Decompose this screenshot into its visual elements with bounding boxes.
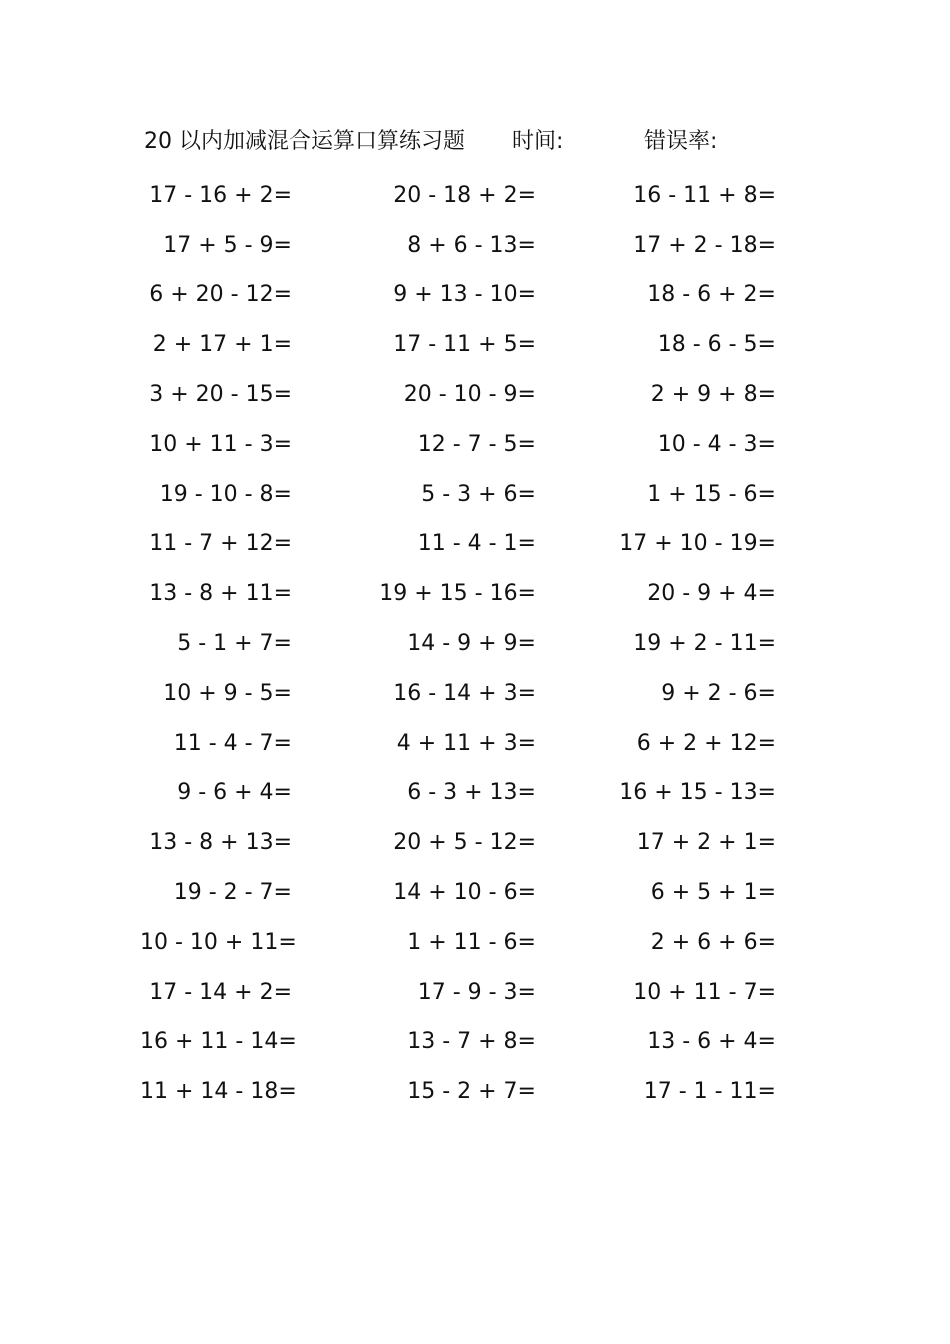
problem-row (140, 968, 790, 1018)
math-problem: 11 + 14 - 18= (140, 1079, 297, 1105)
math-problem: 19 + 2 - 11= (633, 631, 776, 657)
problem-row (140, 221, 790, 271)
math-problem: 2 + 9 + 8= (650, 382, 776, 408)
math-problem: 19 + 15 - 16= (379, 581, 536, 607)
math-problem: 17 + 2 + 1= (636, 830, 776, 856)
math-problem: 17 - 14 + 2= (149, 979, 292, 1005)
math-problem: 5 - 3 + 6= (421, 481, 536, 507)
math-problem: 17 - 11 + 5= (393, 332, 536, 358)
problem-row (140, 420, 790, 470)
math-problem: 17 + 2 - 18= (633, 232, 776, 258)
math-problem: 17 - 16 + 2= (149, 182, 292, 208)
math-problem: 17 - 9 - 3= (417, 979, 536, 1005)
math-problem: 4 + 11 + 3= (396, 730, 536, 756)
time-label: 时间: (512, 129, 564, 154)
math-problem: 10 + 11 - 3= (149, 431, 292, 457)
math-problem: 2 + 6 + 6= (650, 929, 776, 955)
problem-grid (140, 171, 790, 1117)
problem-row (140, 769, 790, 819)
math-problem: 16 + 15 - 13= (619, 780, 776, 806)
math-problem: 13 - 7 + 8= (407, 1029, 536, 1055)
math-problem: 3 + 20 - 15= (149, 382, 292, 408)
math-problem: 16 - 14 + 3= (393, 680, 536, 706)
math-problem: 11 - 7 + 12= (149, 531, 292, 557)
problem-row (140, 370, 790, 420)
math-problem: 15 - 2 + 7= (407, 1079, 536, 1105)
math-problem: 5 - 1 + 7= (177, 631, 292, 657)
math-problem: 18 - 6 + 2= (647, 282, 776, 308)
math-problem: 20 - 9 + 4= (647, 581, 776, 607)
math-problem: 20 + 5 - 12= (393, 830, 536, 856)
math-problem: 11 - 4 - 7= (173, 730, 292, 756)
problem-row (140, 619, 790, 669)
math-problem: 6 + 20 - 12= (149, 282, 292, 308)
math-problem: 20 - 18 + 2= (393, 182, 536, 208)
math-problem: 10 + 11 - 7= (633, 979, 776, 1005)
math-problem: 16 + 11 - 14= (140, 1029, 297, 1055)
problem-row (140, 918, 790, 968)
worksheet-title: 20 以内加减混合运算口算练习题 (144, 129, 465, 154)
math-problem: 6 - 3 + 13= (407, 780, 536, 806)
math-problem: 17 - 1 - 11= (643, 1079, 776, 1105)
math-problem: 1 + 11 - 6= (407, 929, 536, 955)
math-problem: 14 - 9 + 9= (407, 631, 536, 657)
math-problem: 11 - 4 - 1= (417, 531, 536, 557)
problem-row (140, 470, 790, 520)
problem-row (140, 868, 790, 918)
math-problem: 13 - 8 + 11= (149, 581, 292, 607)
math-problem: 9 + 13 - 10= (393, 282, 536, 308)
math-problem: 6 + 5 + 1= (650, 880, 776, 906)
problem-row (140, 719, 790, 769)
math-problem: 1 + 15 - 6= (647, 481, 776, 507)
math-problem: 17 + 5 - 9= (163, 232, 292, 258)
worksheet-header (144, 125, 784, 159)
math-problem: 13 - 8 + 13= (149, 830, 292, 856)
math-problem: 10 - 10 + 11= (140, 929, 297, 955)
problem-row (140, 271, 790, 321)
math-problem: 20 - 10 - 9= (403, 382, 536, 408)
math-problem: 17 + 10 - 19= (619, 531, 776, 557)
math-problem: 13 - 6 + 4= (647, 1029, 776, 1055)
math-problem: 10 + 9 - 5= (163, 680, 292, 706)
math-problem: 19 - 10 - 8= (159, 481, 292, 507)
problem-row (140, 520, 790, 570)
math-problem: 16 - 11 + 8= (633, 182, 776, 208)
math-problem: 19 - 2 - 7= (173, 880, 292, 906)
problem-row (140, 818, 790, 868)
math-problem: 2 + 17 + 1= (152, 332, 292, 358)
problem-row (140, 1067, 790, 1117)
math-problem: 9 - 6 + 4= (177, 780, 292, 806)
math-problem: 8 + 6 - 13= (407, 232, 536, 258)
math-problem: 6 + 2 + 12= (636, 730, 776, 756)
problem-row (140, 320, 790, 370)
math-problem: 9 + 2 - 6= (661, 680, 776, 706)
problem-row (140, 171, 790, 221)
problem-row (140, 569, 790, 619)
math-problem: 18 - 6 - 5= (657, 332, 776, 358)
math-problem: 10 - 4 - 3= (657, 431, 776, 457)
problem-row (140, 1018, 790, 1068)
math-problem: 14 + 10 - 6= (393, 880, 536, 906)
problem-row (140, 669, 790, 719)
math-problem: 12 - 7 - 5= (417, 431, 536, 457)
error-rate-label: 错误率: (644, 129, 718, 154)
